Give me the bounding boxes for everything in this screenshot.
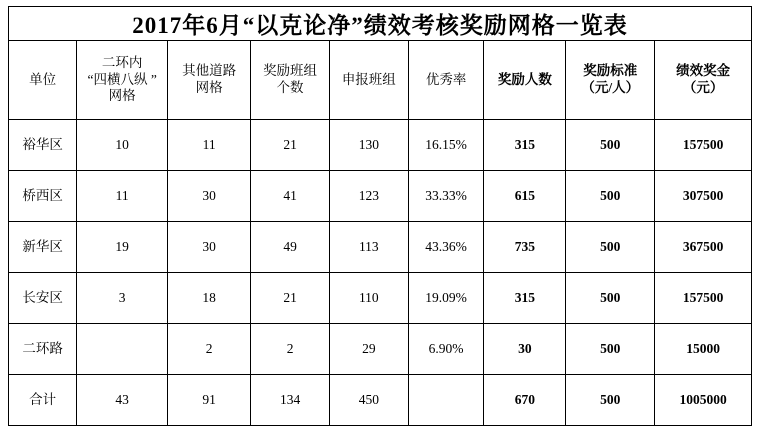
row-reward-people: 670	[484, 375, 566, 426]
performance-reward-table	[8, 40, 752, 426]
row-unit: 新华区	[9, 222, 77, 273]
row-other-road-grid: 18	[167, 273, 250, 324]
row-other-road-grid: 30	[167, 222, 250, 273]
column-header-reward-team-count-line2: 个数	[276, 80, 304, 95]
row-performance-bonus: 157500	[655, 273, 752, 324]
column-header-declared-team	[329, 41, 408, 120]
row-declared-team: 113	[329, 222, 408, 273]
column-header-performance-bonus	[655, 41, 752, 120]
row-reward-standard: 500	[566, 171, 655, 222]
row-reward-team-count: 21	[251, 120, 330, 171]
row-declared-team: 123	[329, 171, 408, 222]
row-excellent-rate: 33.33%	[408, 171, 484, 222]
row-unit: 长安区	[9, 273, 77, 324]
table-row	[9, 324, 752, 375]
column-header-unit-label: 单位	[29, 71, 57, 87]
row-other-road-grid: 91	[167, 375, 250, 426]
row-reward-people: 735	[484, 222, 566, 273]
column-header-inner-ring-grid-line1: 二环内	[101, 54, 143, 70]
row-declared-team: 130	[329, 120, 408, 171]
column-header-other-road-grid-line1: 其他道路	[182, 63, 237, 79]
row-excellent-rate: 6.90%	[408, 324, 484, 375]
column-header-other-road-grid-line2: 网格	[195, 80, 223, 95]
row-declared-team: 110	[329, 273, 408, 324]
row-inner-ring-grid: 43	[77, 375, 168, 426]
table-row	[9, 120, 752, 171]
row-other-road-grid: 30	[167, 171, 250, 222]
column-header-inner-ring-grid-line2: “四横八纵 ”	[87, 71, 157, 87]
row-unit: 合计	[9, 375, 77, 426]
row-performance-bonus: 157500	[655, 120, 752, 171]
table-row	[9, 222, 752, 273]
row-inner-ring-grid: 3	[77, 273, 168, 324]
column-header-unit	[9, 41, 77, 120]
column-header-inner-ring-grid-line3: 网格	[108, 88, 136, 104]
row-performance-bonus: 367500	[655, 222, 752, 273]
row-unit: 裕华区	[9, 120, 77, 171]
column-header-reward-team-count	[251, 41, 330, 120]
table-title-row	[8, 6, 752, 40]
column-header-reward-standard-line2: （元/人）	[581, 80, 640, 95]
row-unit: 二环路	[9, 324, 77, 375]
row-excellent-rate	[408, 375, 484, 426]
row-reward-team-count: 49	[251, 222, 330, 273]
row-reward-team-count: 41	[251, 171, 330, 222]
column-header-reward-standard-line1: 奖励标准	[583, 63, 638, 79]
table-total-row	[9, 375, 752, 426]
column-header-inner-ring-grid	[77, 41, 168, 120]
row-other-road-grid: 11	[167, 120, 250, 171]
row-reward-people: 315	[484, 273, 566, 324]
row-other-road-grid: 2	[167, 324, 250, 375]
row-inner-ring-grid: 10	[77, 120, 168, 171]
column-header-reward-team-count-line1: 奖励班组	[263, 63, 318, 79]
column-header-reward-people	[484, 41, 566, 120]
row-declared-team: 450	[329, 375, 408, 426]
row-unit: 桥西区	[9, 171, 77, 222]
row-inner-ring-grid	[77, 324, 168, 375]
row-reward-standard: 500	[566, 375, 655, 426]
row-inner-ring-grid: 11	[77, 171, 168, 222]
row-reward-people: 615	[484, 171, 566, 222]
row-reward-standard: 500	[566, 273, 655, 324]
row-reward-standard: 500	[566, 222, 655, 273]
row-performance-bonus: 15000	[655, 324, 752, 375]
table-row	[9, 171, 752, 222]
row-reward-standard: 500	[566, 120, 655, 171]
page-title: 2017年6月“以克论净”绩效考核奖励网格一览表	[132, 13, 628, 38]
row-reward-people: 30	[484, 324, 566, 375]
row-reward-team-count: 2	[251, 324, 330, 375]
row-reward-standard: 500	[566, 324, 655, 375]
column-header-performance-bonus-line1: 绩效奖金	[676, 63, 731, 79]
table-header-row	[9, 41, 752, 120]
column-header-reward-people-label: 奖励人数	[497, 71, 552, 87]
row-performance-bonus: 307500	[655, 171, 752, 222]
column-header-excellent-rate	[408, 41, 484, 120]
row-reward-team-count: 134	[251, 375, 330, 426]
row-declared-team: 29	[329, 324, 408, 375]
column-header-other-road-grid	[167, 41, 250, 120]
row-reward-people: 315	[484, 120, 566, 171]
column-header-excellent-rate-label: 优秀率	[425, 71, 467, 87]
column-header-reward-standard	[566, 41, 655, 120]
row-inner-ring-grid: 19	[77, 222, 168, 273]
row-excellent-rate: 16.15%	[408, 120, 484, 171]
table-row	[9, 273, 752, 324]
row-excellent-rate: 19.09%	[408, 273, 484, 324]
column-header-declared-team-label: 申报班组	[341, 71, 396, 87]
row-reward-team-count: 21	[251, 273, 330, 324]
column-header-performance-bonus-line2: （元）	[682, 80, 724, 95]
row-performance-bonus: 1005000	[655, 375, 752, 426]
row-excellent-rate: 43.36%	[408, 222, 484, 273]
